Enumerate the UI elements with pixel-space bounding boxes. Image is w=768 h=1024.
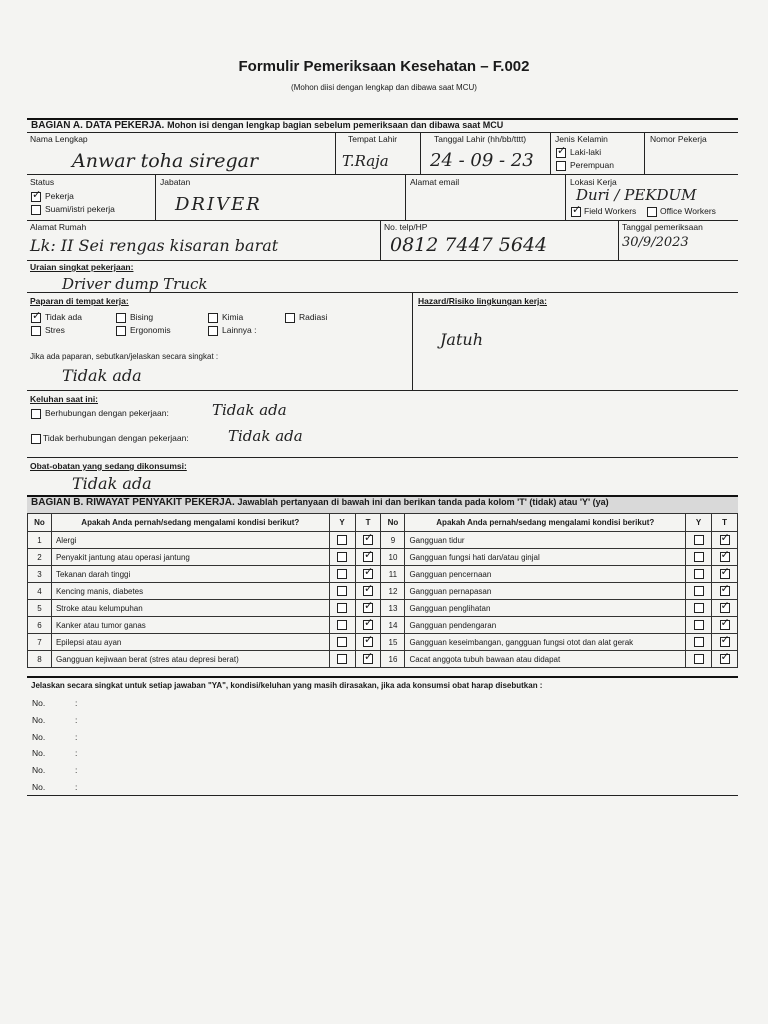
y-checkbox[interactable] (337, 603, 347, 613)
bising-checkbox[interactable] (116, 313, 126, 323)
t-checkbox[interactable] (720, 586, 730, 596)
row-number: 13 (381, 600, 405, 617)
form-title: Formulir Pemeriksaan Kesehatan – F.002 (238, 58, 530, 75)
paparan-value[interactable]: Tidak ada (62, 366, 142, 385)
row-question: Penyakit jantung atau operasi jantung (51, 549, 329, 566)
t-checkbox[interactable] (363, 552, 373, 562)
alamat-label: Alamat Rumah (30, 222, 87, 232)
lokasi-value[interactable]: Duri / PEKDUM (576, 186, 697, 204)
status-label: Status (30, 177, 55, 187)
y-checkbox[interactable] (694, 620, 704, 630)
t-checkbox[interactable] (363, 620, 373, 630)
alamat-value[interactable]: Lk: II Sei rengas kisaran barat (30, 236, 279, 255)
section-a-title: BAGIAN A. DATA PEKERJA. Mohon isi dengan lengkap bagian sebelum pemeriksaan dan dibawa saat MCU (31, 120, 504, 131)
col-t: T (355, 514, 381, 532)
t-checkbox[interactable] (363, 603, 373, 613)
table-row (28, 600, 738, 617)
kimia-label: Kimia (222, 312, 244, 322)
y-checkbox[interactable] (337, 535, 347, 545)
table-row (28, 583, 738, 600)
table-row (28, 566, 738, 583)
history-table (27, 513, 738, 668)
t-checkbox[interactable] (720, 603, 730, 613)
tanggal-lahir-label: Tanggal Lahir (hh/bb/tttt) (434, 134, 527, 144)
t-checkbox[interactable] (363, 569, 373, 579)
suami-label: Suami/istri pekerja (45, 204, 115, 214)
jenis-kelamin-label: Jenis Kelamin (555, 134, 608, 144)
row-question: Gangguan fungsi hati dan/atau ginjal (405, 549, 686, 566)
y-checkbox[interactable] (694, 603, 704, 613)
laki-checkbox[interactable] (556, 148, 566, 158)
col-question: Apakah Anda pernah/sedang mengalami kondisi berikut? (51, 514, 329, 532)
col-t: T (712, 514, 738, 532)
radiasi-checkbox[interactable] (285, 313, 295, 323)
table-row (28, 634, 738, 651)
col-y: Y (329, 514, 355, 532)
row-question: Kanker atau tumor ganas (51, 617, 329, 634)
col-question: Apakah Anda pernah/sedang mengalami kondisi berikut? (405, 514, 686, 532)
t-checkbox[interactable] (363, 637, 373, 647)
lokasi-label: Lokasi Kerja (570, 177, 617, 187)
stres-label: Stres (45, 325, 65, 335)
y-checkbox[interactable] (694, 535, 704, 545)
telp-label: No. telp/HP (384, 222, 428, 232)
row-question: Gangguan tidur (405, 532, 686, 549)
pekerja-label: Pekerja (45, 191, 74, 201)
field-workers-checkbox[interactable] (571, 207, 581, 217)
t-checkbox[interactable] (720, 654, 730, 664)
obat-value[interactable]: Tidak ada (72, 474, 152, 493)
email-label: Alamat email (410, 177, 460, 187)
row-question: Gangguan keseimbangan, gangguan fungsi otot dan alat gerak (405, 634, 686, 651)
no-label: No. (32, 782, 46, 792)
table-row (28, 532, 738, 549)
no-colon: : (75, 698, 78, 708)
y-checkbox[interactable] (337, 552, 347, 562)
stres-checkbox[interactable] (31, 326, 41, 336)
lainnya-checkbox[interactable] (208, 326, 218, 336)
row-number: 16 (381, 651, 405, 668)
t-checkbox[interactable] (363, 654, 373, 664)
row-question: Epilepsi atau ayan (51, 634, 329, 651)
table-header-row (28, 514, 738, 532)
y-checkbox[interactable] (694, 569, 704, 579)
tidak-ada-checkbox[interactable] (31, 313, 41, 323)
no-colon: : (75, 782, 78, 792)
perempuan-label: Perempuan (570, 160, 614, 170)
t-checkbox[interactable] (720, 569, 730, 579)
kimia-checkbox[interactable] (208, 313, 218, 323)
field-workers-label: Field Workers (584, 206, 637, 216)
row-number: 3 (28, 566, 52, 583)
pekerja-checkbox[interactable] (31, 192, 41, 202)
berhubungan-checkbox[interactable] (31, 409, 41, 419)
row-number: 5 (28, 600, 52, 617)
tidak-ada-label: Tidak ada (45, 312, 83, 322)
table-row (28, 549, 738, 566)
row-question: Stroke atau kelumpuhan (51, 600, 329, 617)
tanggal-periksa-label: Tanggal pemeriksaan (622, 222, 703, 232)
y-checkbox[interactable] (337, 569, 347, 579)
row-question: Kencing manis, diabetes (51, 583, 329, 600)
y-checkbox[interactable] (694, 654, 704, 664)
suami-checkbox[interactable] (31, 205, 41, 215)
laki-label: Laki-laki (570, 147, 602, 157)
y-checkbox[interactable] (337, 654, 347, 664)
row-number: 12 (381, 583, 405, 600)
ergonomis-checkbox[interactable] (116, 326, 126, 336)
t-checkbox[interactable] (363, 535, 373, 545)
tidak-berhubungan-checkbox[interactable] (31, 434, 41, 444)
row-number: 10 (381, 549, 405, 566)
no-label: No. (32, 698, 46, 708)
col-no: No (381, 514, 405, 532)
row-question: Cacat anggota tubuh bawaan atau didapat (405, 651, 686, 668)
no-label: No. (32, 765, 46, 775)
perempuan-checkbox[interactable] (556, 161, 566, 171)
t-checkbox[interactable] (720, 620, 730, 630)
col-no: No (28, 514, 52, 532)
form-subtitle: (Mohon diisi dengan lengkap dan dibawa saat MCU) (291, 83, 477, 92)
no-colon: : (75, 765, 78, 775)
bising-label: Bising (130, 312, 154, 322)
lainnya-label: Lainnya : (222, 325, 257, 335)
explain-label: Jelaskan secara singkat untuk setiap jawaban "YA", kondisi/keluhan yang masih dirasakan, jika ada konsumsi obat harap disebutkan : (31, 681, 543, 690)
tempat-lahir-label: Tempat Lahir (348, 134, 398, 144)
t-checkbox[interactable] (720, 552, 730, 562)
row-number: 14 (381, 617, 405, 634)
y-checkbox[interactable] (337, 637, 347, 647)
row-question: Gangguan kejiwaan berat (stres atau depresi berat) (51, 651, 329, 668)
row-number: 2 (28, 549, 52, 566)
table-row (28, 617, 738, 634)
hazard-label: Hazard/Risiko lingkungan kerja: (418, 296, 547, 306)
telp-value[interactable]: 0812 7447 5644 (390, 234, 548, 256)
t-checkbox[interactable] (720, 637, 730, 647)
ergonomis-label: Ergonomis (130, 325, 171, 335)
jabatan-label: Jabatan (160, 177, 191, 187)
keluhan-label: Keluhan saat ini: (30, 394, 99, 404)
berhubungan-label: Berhubungan dengan pekerjaan: (45, 408, 169, 418)
row-question: Tekanan darah tinggi (51, 566, 329, 583)
office-workers-label: Office Workers (660, 206, 716, 216)
row-question: Alergi (51, 532, 329, 549)
row-question: Gangguan pernapasan (405, 583, 686, 600)
office-workers-checkbox[interactable] (647, 207, 657, 217)
t-checkbox[interactable] (363, 586, 373, 596)
radiasi-label: Radiasi (299, 312, 328, 322)
no-colon: : (75, 715, 78, 725)
y-checkbox[interactable] (694, 552, 704, 562)
hazard-value[interactable]: Jatuh (440, 330, 483, 349)
tempat-lahir-value[interactable]: T.Raja (342, 152, 389, 170)
nama-value[interactable]: Anwar toha siregar (72, 150, 259, 172)
section-b-title: BAGIAN B. RIWAYAT PENYAKIT PEKERJA. Jawablah pertanyaan di bawah ini dan berikan tanda pada kolom 'T' (tidak) atau 'Y' (ya) (31, 497, 609, 508)
uraian-label: Uraian singkat pekerjaan: (30, 262, 134, 272)
y-checkbox[interactable] (337, 620, 347, 630)
uraian-value[interactable]: Driver dump Truck (62, 275, 208, 293)
row-number: 7 (28, 634, 52, 651)
row-number: 11 (381, 566, 405, 583)
row-number: 6 (28, 617, 52, 634)
jabatan-value[interactable]: DRIVER (175, 194, 262, 215)
no-label: No. (32, 715, 46, 725)
nama-label: Nama Lengkap (30, 134, 88, 144)
row-question: Gangguan pencernaan (405, 566, 686, 583)
row-number: 1 (28, 532, 52, 549)
y-checkbox[interactable] (694, 637, 704, 647)
tidak-berhubungan-value[interactable]: Tidak ada (228, 427, 303, 445)
tidak-berhubungan-label: Tidak berhubungan dengan pekerjaan: (43, 433, 189, 443)
tanggal-lahir-value[interactable]: 24 - 09 - 23 (430, 150, 534, 171)
row-question: Gangguan penglihatan (405, 600, 686, 617)
paparan-note: Jika ada paparan, sebutkan/jelaskan secara singkat : (30, 352, 219, 361)
row-question: Gangguan pendengaran (405, 617, 686, 634)
paparan-label: Paparan di tempat kerja: (30, 296, 129, 306)
table-row (28, 651, 738, 668)
col-y: Y (686, 514, 712, 532)
row-number: 4 (28, 583, 52, 600)
row-number: 15 (381, 634, 405, 651)
y-checkbox[interactable] (694, 586, 704, 596)
row-number: 8 (28, 651, 52, 668)
obat-label: Obat-obatan yang sedang dikonsumsi: (30, 461, 187, 471)
no-label: No. (32, 732, 46, 742)
berhubungan-value[interactable]: Tidak ada (212, 401, 287, 419)
no-colon: : (75, 732, 78, 742)
y-checkbox[interactable] (337, 586, 347, 596)
nomor-pekerja-label: Nomor Pekerja (650, 134, 707, 144)
tanggal-periksa-value[interactable]: 30/9/2023 (622, 235, 689, 250)
no-label: No. (32, 748, 46, 758)
row-number: 9 (381, 532, 405, 549)
no-colon: : (75, 748, 78, 758)
t-checkbox[interactable] (720, 535, 730, 545)
